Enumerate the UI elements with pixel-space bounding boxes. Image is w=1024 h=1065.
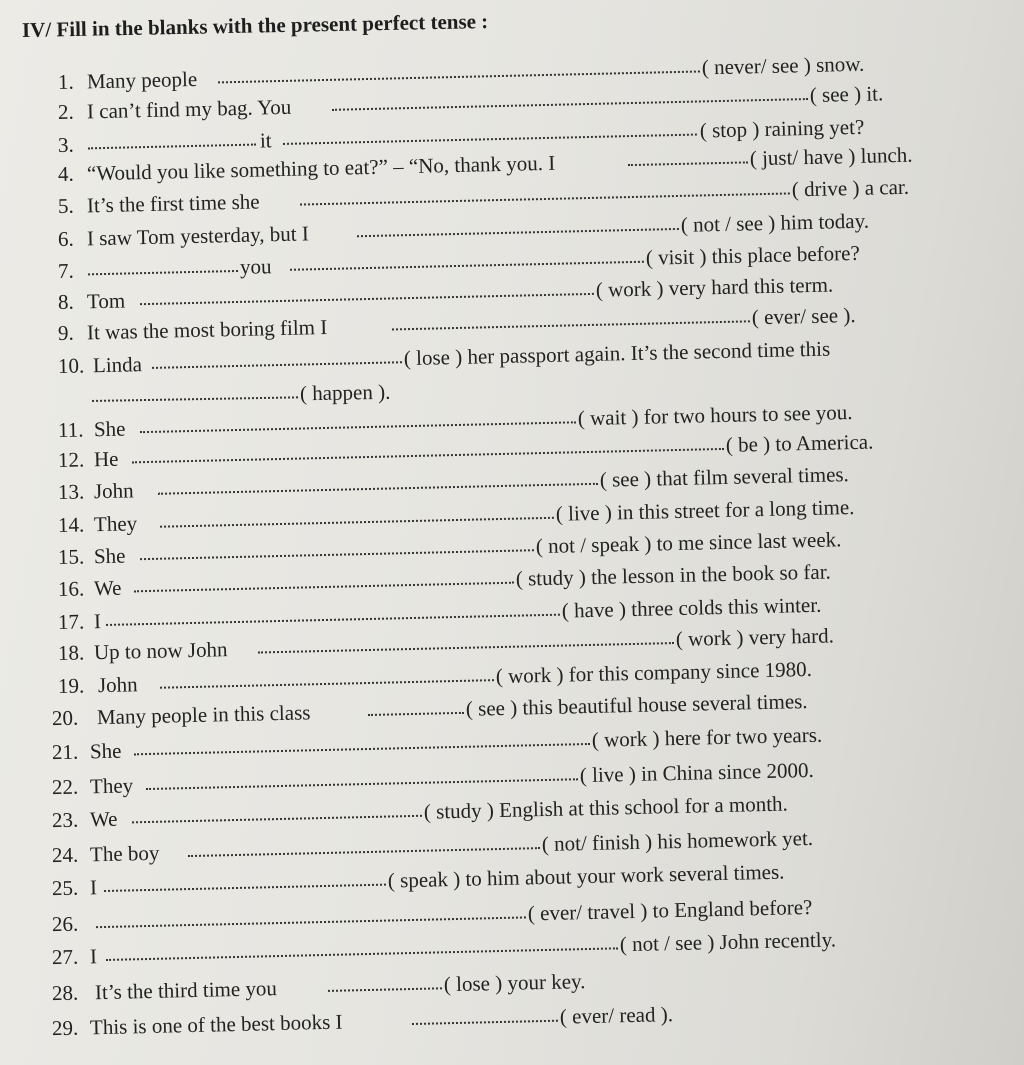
item-number: 23. [51,807,79,833]
item-text: They [89,773,134,799]
answer-blank[interactable] [258,642,674,653]
item-text: “Would you like something to eat?” – “No, thank you. I [86,150,556,186]
verb-cue: ( ever/ read ). [559,1002,674,1029]
answer-blank[interactable] [92,396,298,402]
answer-blank[interactable] [328,987,442,992]
answer-blank[interactable] [300,192,790,205]
verb-cue: ( not / speak ) to me since last week. [535,527,842,559]
verb-cue: ( ever/ see ). [751,302,856,330]
verb-cue: ( drive ) a car. [791,174,910,202]
item-number: 22. [51,774,79,800]
item-number: 18. [57,640,85,666]
item-text: They [93,511,138,537]
verb-cue: ( never/ see ) snow. [701,51,865,80]
item-number: 26. [51,911,79,937]
item-number: 19. [57,673,85,699]
item-number: 16. [57,576,85,602]
answer-blank[interactable] [368,712,464,716]
item-text: It was the most boring film I [86,314,328,345]
item-number: 29. [51,1015,79,1041]
item-text: The boy [89,840,160,867]
answer-blank[interactable] [146,778,578,790]
answer-blank[interactable] [106,614,560,626]
item-text: We [89,806,118,832]
item-number: 12. [57,447,85,473]
answer-blank[interactable] [96,916,526,928]
item-text: Linda [92,352,143,378]
verb-cue: ( study ) the lesson in the book so far. [515,559,832,591]
answer-blank[interactable] [134,743,590,755]
answer-blank[interactable] [357,228,679,237]
item-number: 6. [57,226,74,252]
item-number: 14. [57,512,85,538]
item-number: 21. [51,739,79,765]
verb-cue: ( lose ) your key. [443,969,586,997]
item-number: 1. [57,69,74,95]
item-number: 27. [51,944,79,970]
item-text: Up to now John [93,637,228,665]
item-text: We [93,575,122,601]
item-text: She [89,738,122,764]
verb-cue: ( not/ finish ) his homework yet. [541,825,814,857]
item-number: 25. [51,875,79,901]
verb-cue: ( live ) in this street for a long time. [555,494,855,526]
item-number: 24. [51,842,79,868]
verb-cue: ( just/ have ) lunch. [749,142,913,171]
verb-cue: ( see ) that film several times. [599,462,850,492]
item-text: I [93,609,102,634]
item-number: 15. [57,544,85,570]
answer-blank[interactable] [332,98,808,111]
item-number: 13. [57,479,85,505]
answer-blank[interactable] [152,361,402,369]
item-number: 9. [57,320,74,346]
answer-blank[interactable] [106,947,618,961]
item-text: She [93,543,126,569]
answer-blank[interactable] [158,483,598,495]
answer-blank[interactable] [160,517,554,528]
answer-blank[interactable] [392,320,750,330]
answer-blank[interactable] [412,1020,558,1025]
answer-blank[interactable] [188,847,540,857]
item-text: Many people [86,66,198,94]
answer-blank[interactable] [132,448,724,463]
answer-blank[interactable] [140,421,576,433]
item-number: 5. [57,193,74,219]
verb-cue: ( live ) in China since 2000. [579,757,814,788]
verb-cue: ( work ) here for two years. [591,722,823,752]
verb-cue: ( work ) very hard. [675,623,835,652]
verb-cue: ( see ) this beautiful house several times. [465,689,808,721]
answer-blank[interactable] [88,270,238,275]
item-number: 8. [57,289,74,315]
item-text: He [93,446,119,472]
item-text: I can’t find my bag. You [86,94,292,124]
item-number: 4. [57,161,74,187]
answer-blank[interactable] [88,144,256,150]
verb-cue: ( ever/ travel ) to England before? [527,894,813,926]
item-text: you [239,254,272,279]
verb-cue: ( be ) to America. [725,429,874,457]
verb-cue: ( not / see ) him today. [680,208,870,237]
answer-blank[interactable] [132,815,422,824]
item-text: It’s the first time she [86,189,260,218]
item-text: I [89,944,98,969]
answer-blank[interactable] [160,679,494,689]
answer-blank[interactable] [218,70,700,83]
answer-blank[interactable] [283,134,697,145]
item-text: I [89,875,98,900]
answer-blank[interactable] [140,549,534,560]
verb-cue: ( visit ) this place before? [645,240,861,270]
answer-blank[interactable] [104,884,386,892]
verb-cue: ( have ) three colds this winter. [561,592,822,623]
item-text: Many people in this class [96,700,311,730]
item-number: 7. [57,258,74,284]
item-number: 3. [57,132,74,158]
verb-cue: ( see ) it. [809,81,884,107]
answer-blank[interactable] [628,161,748,166]
item-number: 20. [51,705,79,731]
answer-blank[interactable] [134,582,514,593]
item-text: John [97,672,138,698]
verb-cue: ( wait ) for two hours to see you. [577,400,853,431]
item-number: 2. [57,99,74,125]
verb-cue: ( work ) very hard this term. [595,272,834,302]
answer-blank[interactable] [140,293,594,305]
item-text: John [93,478,134,504]
verb-cue: ( study ) English at this school for a month. [423,791,789,824]
exercise-title: IV/ Fill in the blanks with the present perfect tense : [21,9,489,42]
item-number: 28. [51,980,79,1006]
item-text: She [93,416,126,442]
verb-cue: ( work ) for this company since 1980. [495,656,813,689]
item-text: Tom [86,288,126,314]
item-number: 17. [57,609,85,635]
item-number: 10. [57,353,85,379]
item-text: it [259,128,272,153]
verb-cue: ( lose ) her passport again. It’s the second time this [403,336,831,371]
answer-blank[interactable] [290,261,644,271]
verb-cue: ( not / see ) John recently. [619,927,837,957]
item-text: It’s the third time you [94,976,278,1005]
verb-cue: ( stop ) raining yet? [699,114,865,143]
verb-cue: ( happen ). [299,379,391,406]
verb-cue: ( speak ) to him about your work several times. [387,859,785,893]
item-text: This is one of the best books I [89,1009,343,1040]
item-number: 11. [57,417,84,443]
item-text: I saw Tom yesterday, but I [86,221,310,251]
